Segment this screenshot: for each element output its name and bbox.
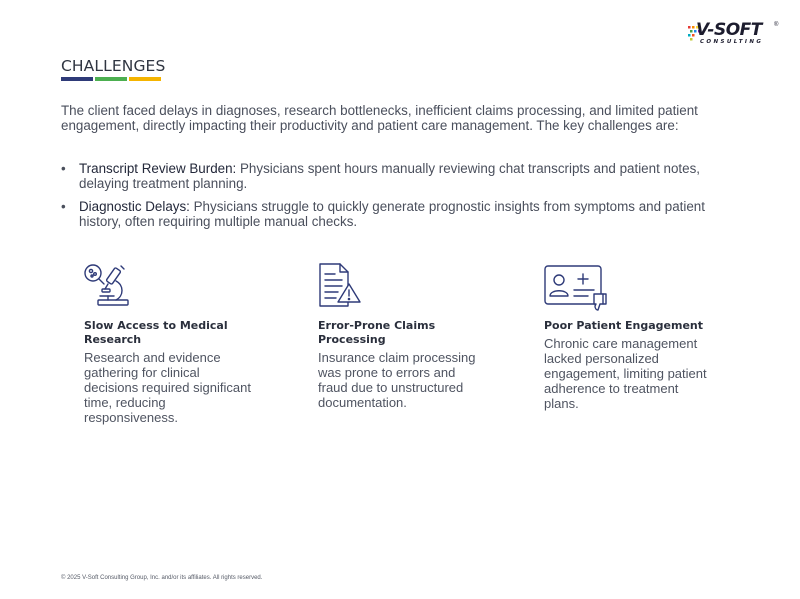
copyright-footer: © 2025 V-Soft Consulting Group, Inc. and/or its affiliates. All rights reserved.: [61, 575, 263, 581]
card-title: Error-Prone Claims Processing: [318, 319, 436, 346]
card-title: Poor Patient Engagement: [544, 319, 704, 332]
vsoft-logo: [686, 22, 778, 48]
card-body: Chronic care management lacked personalized engagement, limiting patient adherence to treatment plans.: [544, 336, 707, 411]
card-title: Slow Access to Medical Research: [84, 319, 228, 346]
microscope-icon: [84, 262, 134, 312]
card-claims-processing: [318, 262, 488, 410]
challenge-bullet-list: [61, 161, 721, 237]
card-medical-research: [84, 262, 254, 425]
logo-brand-text: V-SOFT: [696, 20, 762, 40]
card-body: Research and evidence gathering for clinical decisions required significant time, reducing responsiveness.: [84, 350, 251, 425]
bullet-marker: •: [61, 199, 66, 214]
bullet-item-diagnostic-delays: [61, 199, 721, 229]
document-warning-icon: [318, 262, 368, 312]
intro-paragraph: The client faced delays in diagnoses, research bottlenecks, inefficient claims processing, and limited patient engagement, directly impacting their productivity and patient care management. The key challenges are:: [61, 103, 698, 133]
title-accent-bar: [61, 77, 161, 81]
bullet-marker: •: [61, 161, 66, 176]
patient-thumbs-down-icon: [544, 262, 614, 312]
logo-registered-mark: ®: [774, 22, 779, 28]
bullet-lead: Diagnostic Delays:: [79, 199, 190, 214]
logo-tagline: CONSULTING: [700, 39, 764, 45]
bullet-lead: Transcript Review Burden:: [79, 161, 237, 176]
card-patient-engagement: [544, 262, 714, 411]
bullet-item-transcript-review: [61, 161, 721, 191]
bullet-text: Physicians spent hours manually reviewing chat transcripts and patient notes, delaying treatment planning.: [79, 161, 700, 191]
card-body: Insurance claim processing was prone to errors and fraud due to unstructured documentation.: [318, 350, 476, 410]
accent-segment-green: [95, 77, 127, 81]
bullet-text: Physicians struggle to quickly generate prognostic insights from symptoms and patient history, often requiring multiple manual checks.: [79, 199, 705, 229]
accent-segment-navy: [61, 77, 93, 81]
page-title: CHALLENGES: [61, 57, 166, 75]
accent-segment-gold: [129, 77, 161, 81]
